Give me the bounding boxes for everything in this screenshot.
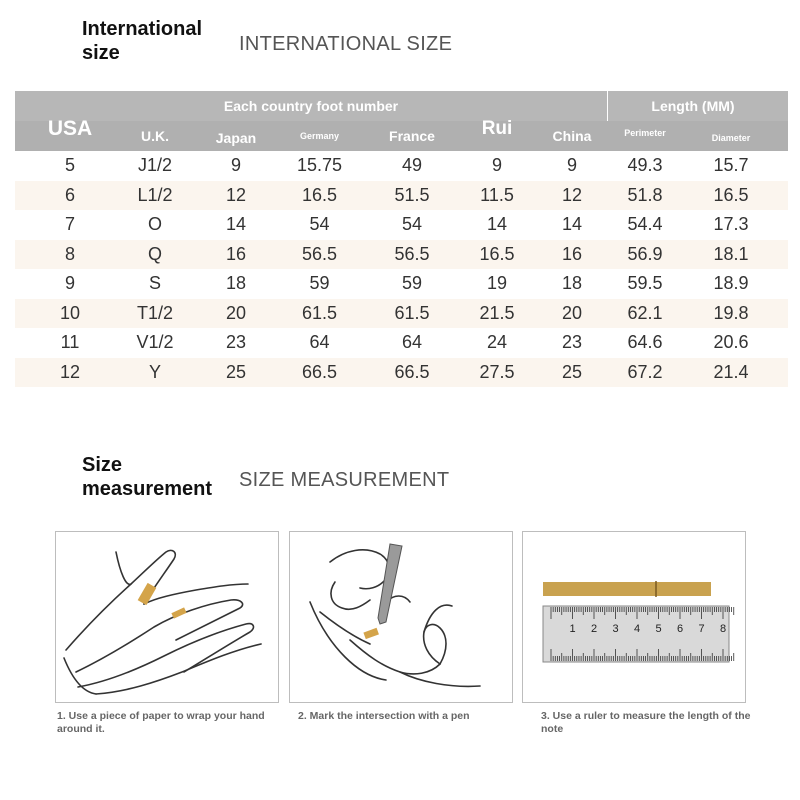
table-cell: 21.4 xyxy=(713,361,749,382)
table-cell: O xyxy=(147,214,162,234)
table-cell: 19.8 xyxy=(713,302,749,323)
table-cell: 14 xyxy=(486,214,508,234)
table-cell: 61.5 xyxy=(394,302,430,323)
table-cell: L1/2 xyxy=(137,184,173,205)
table-cell: 23 xyxy=(561,332,583,352)
ruler-number: 8 xyxy=(720,623,727,635)
table-cell: 9 xyxy=(491,155,502,175)
col-germany: Germany xyxy=(299,131,340,141)
table-cell: 9 xyxy=(230,155,241,175)
table-body xyxy=(15,151,788,387)
international-size-title: International size xyxy=(82,18,203,64)
table-cell: 17.3 xyxy=(713,214,749,234)
table-cell: 11.5 xyxy=(480,184,514,205)
col-china: China xyxy=(552,128,592,144)
table-cell: 20.6 xyxy=(713,332,749,352)
ruler-number: 2 xyxy=(591,623,598,635)
table-cell: 54.4 xyxy=(627,214,663,234)
col-usa: USA xyxy=(47,117,93,140)
table-cell: 16.5 xyxy=(713,184,749,205)
table-cell: 18.1 xyxy=(713,243,749,264)
table-cell: 59 xyxy=(309,273,330,293)
table-cell: 18.9 xyxy=(713,273,749,293)
table-cell: 66.5 xyxy=(301,361,338,382)
table-cell: 10 xyxy=(59,302,81,323)
length-group-label: Length (MM) xyxy=(651,98,735,114)
table-cell: 27.5 xyxy=(479,361,515,382)
table-cell: 64 xyxy=(309,332,330,352)
col-diameter: Diameter xyxy=(711,133,751,143)
table-cell: 51.8 xyxy=(627,184,663,205)
table-cell: 12 xyxy=(561,184,583,205)
table-row xyxy=(15,299,788,329)
step-2-panel xyxy=(289,531,513,703)
table-cell: 15.7 xyxy=(713,155,749,175)
step-3-panel xyxy=(522,531,746,703)
table-column-header xyxy=(15,117,788,151)
table-cell: 11 xyxy=(60,332,80,352)
table-cell: 9 xyxy=(64,273,75,293)
table-cell: 59 xyxy=(401,273,423,293)
size-measurement-title: Size measurement xyxy=(82,454,213,500)
table-cell: 67.2 xyxy=(627,361,663,382)
table-cell: 12 xyxy=(59,361,81,382)
table-cell: 56.9 xyxy=(627,243,663,264)
table-cell: 59.5 xyxy=(627,273,663,293)
table-cell: 16 xyxy=(561,243,583,264)
ruler-number: 5 xyxy=(655,623,662,635)
paper-strip xyxy=(543,582,711,596)
table-cell: 16 xyxy=(225,243,247,264)
table-cell: 25 xyxy=(225,361,247,382)
table-cell: 20 xyxy=(225,302,247,323)
table-cell: J1/2 xyxy=(137,155,173,175)
step-1-panel xyxy=(55,531,279,703)
ruler-number: 6 xyxy=(677,623,684,635)
table-cell: 56.5 xyxy=(301,243,338,264)
table-cell: 25 xyxy=(561,361,583,382)
size-measurement-subtitle: SIZE MEASUREMENT xyxy=(239,469,450,491)
col-japan: Japan xyxy=(215,130,257,146)
ruler-number: 7 xyxy=(698,623,705,635)
table-cell: 56.5 xyxy=(394,243,430,264)
table-cell: S xyxy=(148,273,161,293)
step-1-caption: 1. Use a piece of paper to wrap your hand around it. xyxy=(57,710,265,735)
table-cell: 49 xyxy=(401,155,423,175)
table-cell: 14 xyxy=(225,214,247,234)
table-cell: 20 xyxy=(561,302,583,323)
table-cell: 5 xyxy=(64,155,75,175)
table-cell: 16.5 xyxy=(301,184,338,205)
table-cell: 6 xyxy=(64,184,75,205)
table-cell: 8 xyxy=(64,243,75,264)
table-cell: 21.5 xyxy=(479,302,515,323)
table-cell: 54 xyxy=(401,214,423,234)
table-group-header xyxy=(15,91,788,121)
table-cell: 49.3 xyxy=(627,155,663,175)
table-cell: 16.5 xyxy=(479,243,515,264)
step-2-caption: 2. Mark the intersection with a pen xyxy=(298,710,470,722)
step-3-caption: 3. Use a ruler to measure the length of the note xyxy=(541,710,751,735)
table-cell: 15.75 xyxy=(296,155,343,175)
table-cell: 64 xyxy=(401,332,423,352)
table-cell: 61.5 xyxy=(301,302,338,323)
table-cell: 54 xyxy=(309,214,330,234)
table-cell: 14 xyxy=(561,214,583,234)
table-cell: 64.6 xyxy=(627,332,663,352)
table-cell: 18 xyxy=(225,273,247,293)
col-perimeter: Perimeter xyxy=(624,128,666,138)
table-row xyxy=(15,240,788,270)
table-row xyxy=(15,210,788,240)
table-cell: V1/2 xyxy=(136,332,174,352)
table-cell: 19 xyxy=(486,273,508,293)
table-cell: 9 xyxy=(566,155,577,175)
table-row xyxy=(15,269,788,299)
table-cell: 66.5 xyxy=(394,361,430,382)
table-cell: T1/2 xyxy=(136,302,174,323)
ruler-icon xyxy=(523,532,745,702)
table-row xyxy=(15,151,788,181)
ruler-number: 4 xyxy=(634,623,641,635)
table-row xyxy=(15,328,788,358)
table-cell: 12 xyxy=(225,184,247,205)
hand-wrap-icon xyxy=(56,532,278,702)
international-size-subtitle: INTERNATIONAL SIZE xyxy=(239,33,453,55)
table-cell: 23 xyxy=(225,332,247,352)
table-cell: 24 xyxy=(486,332,508,352)
col-france: France xyxy=(389,128,435,144)
ruler-number: 3 xyxy=(612,623,619,635)
size-table xyxy=(15,91,788,387)
foot-number-group-label: Each country foot number xyxy=(223,98,399,114)
table-cell: 62.1 xyxy=(627,302,663,323)
table-cell: Y xyxy=(148,361,161,382)
table-row xyxy=(15,181,788,211)
table-row xyxy=(15,358,788,388)
pen-mark-icon xyxy=(290,532,512,702)
table-cell: 18 xyxy=(561,273,583,293)
col-rui: Rui xyxy=(481,118,513,139)
col-uk: U.K. xyxy=(141,128,169,144)
table-cell: 7 xyxy=(64,214,75,234)
table-cell: Q xyxy=(147,243,162,264)
ruler-number: 1 xyxy=(569,623,576,635)
table-cell: 51.5 xyxy=(394,184,430,205)
